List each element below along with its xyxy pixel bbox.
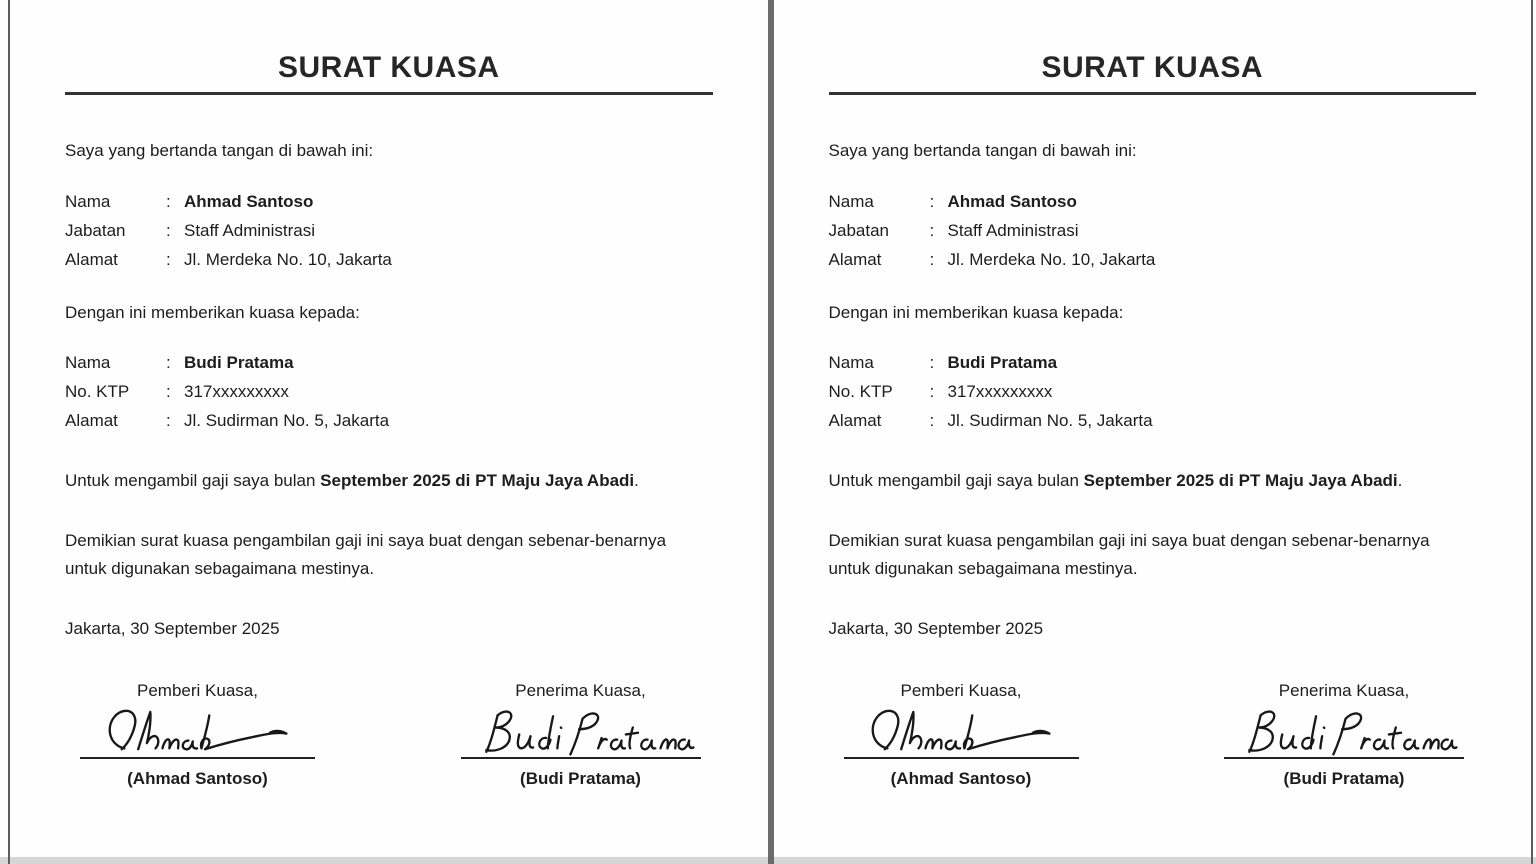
surat-kuasa-document-right (774, 0, 1532, 864)
detail-row-ktp (65, 377, 713, 406)
detail-separator: : (166, 192, 171, 211)
detail-row-nama (829, 348, 1477, 377)
signature-line (461, 757, 701, 759)
signature-block-grantee (461, 681, 701, 789)
purpose-text (829, 471, 1477, 491)
detail-value: Staff Administrasi (947, 221, 1079, 240)
signature-name: (Ahmad Santoso) (127, 769, 268, 788)
grantor-details (829, 187, 1477, 274)
closing-text (829, 527, 1477, 583)
detail-row-jabatan (829, 216, 1477, 245)
intro-text: Saya yang bertanda tangan di bawah ini: (65, 141, 374, 160)
detail-value: Budi Pratama (947, 353, 1058, 372)
signature-name: (Budi Pratama) (520, 769, 641, 788)
detail-label: Nama (65, 353, 111, 372)
detail-label: Nama (828, 192, 874, 211)
detail-separator: : (166, 411, 171, 430)
intro-text: Saya yang bertanda tangan di bawah ini: (828, 141, 1137, 160)
signature-line (1224, 757, 1464, 759)
detail-separator: : (929, 250, 935, 269)
signature-role: Penerima Kuasa, (1278, 681, 1410, 700)
signature-row (65, 681, 713, 789)
closing-line-2: untuk digunakan sebagaimana mestinya. (65, 559, 375, 578)
detail-label: No. KTP (65, 382, 130, 401)
signature-ahmad-icon (844, 705, 1079, 757)
detail-label: Nama (65, 192, 111, 211)
left-gutter (0, 0, 8, 864)
detail-value: Budi Pratama (184, 353, 294, 372)
detail-label: Jabatan (828, 221, 889, 240)
detail-row-alamat (829, 245, 1477, 274)
grantee-details (65, 348, 713, 435)
detail-value: 317xxxxxxxxx (947, 382, 1053, 401)
panel-divider (768, 0, 774, 864)
closing-line-1: Demikian surat kuasa pengambilan gaji ini saya buat dengan sebenar-benarnya (828, 531, 1430, 550)
grantee-details (829, 348, 1477, 435)
purpose-prefix: Untuk mengambil gaji saya bulan (828, 471, 1084, 490)
surat-kuasa-document-left (10, 0, 768, 864)
purpose-bold: September 2025 di PT Maju Jaya Abadi (1083, 471, 1398, 490)
grant-intro-text: Dengan ini memberikan kuasa kepada: (65, 303, 360, 322)
signature-name: (Ahmad Santoso) (890, 769, 1032, 788)
left-edge-line (8, 0, 10, 864)
signature-block-grantee (1224, 681, 1464, 789)
detail-label: Alamat (65, 250, 118, 269)
detail-row-nama (65, 187, 713, 216)
detail-label: Alamat (828, 250, 882, 269)
signature-line (844, 757, 1079, 759)
detail-label: No. KTP (828, 382, 893, 401)
detail-separator: : (929, 192, 935, 211)
title-underline (65, 92, 713, 95)
signature-block-grantor (80, 681, 315, 789)
signature-line (80, 757, 315, 759)
signature-name: (Budi Pratama) (1283, 769, 1405, 788)
detail-separator: : (929, 411, 935, 430)
detail-label: Jabatan (65, 221, 126, 240)
right-edge-line (1531, 0, 1533, 864)
detail-separator: : (166, 353, 171, 372)
detail-value: 317xxxxxxxxx (184, 382, 289, 401)
grantor-details (65, 187, 713, 274)
signature-row (829, 681, 1477, 789)
detail-value: Ahmad Santoso (947, 192, 1077, 211)
purpose-text (65, 471, 713, 491)
detail-value: Jl. Merdeka No. 10, Jakarta (947, 250, 1156, 269)
purpose-prefix: Untuk mengambil gaji saya bulan (65, 471, 321, 490)
detail-separator: : (929, 382, 935, 401)
detail-separator: : (166, 382, 171, 401)
detail-label: Alamat (65, 411, 118, 430)
detail-value: Jl. Merdeka No. 10, Jakarta (184, 250, 392, 269)
detail-row-alamat (65, 245, 713, 274)
detail-value: Jl. Sudirman No. 5, Jakarta (184, 411, 390, 430)
page-title: SURAT KUASA (277, 51, 500, 84)
signature-role: Pemberi Kuasa, (900, 681, 1022, 700)
detail-separator: : (929, 353, 935, 372)
title-underline (829, 92, 1477, 95)
page-title: SURAT KUASA (1041, 51, 1264, 84)
date-line: Jakarta, 30 September 2025 (65, 619, 280, 638)
grant-intro-text: Dengan ini memberikan kuasa kepada: (828, 303, 1124, 322)
purpose-bold: September 2025 di PT Maju Jaya Abadi (320, 471, 635, 490)
detail-value: Staff Administrasi (184, 221, 316, 240)
closing-line-1: Demikian surat kuasa pengambilan gaji ini saya buat dengan sebenar-benarnya (65, 531, 667, 550)
detail-label: Alamat (828, 411, 882, 430)
closing-line-2: untuk digunakan sebagaimana mestinya. (828, 559, 1138, 578)
detail-label: Nama (828, 353, 874, 372)
signature-ahmad-icon (80, 705, 315, 757)
signature-role: Pemberi Kuasa, (137, 681, 258, 700)
date-line: Jakarta, 30 September 2025 (828, 619, 1044, 638)
signature-block-grantor (844, 681, 1079, 789)
detail-separator: : (166, 221, 171, 240)
detail-value: Jl. Sudirman No. 5, Jakarta (947, 411, 1153, 430)
detail-separator: : (929, 221, 935, 240)
detail-row-nama (829, 187, 1477, 216)
detail-row-alamat (65, 406, 713, 435)
purpose-suffix: . (1397, 471, 1403, 490)
closing-text (65, 527, 713, 583)
detail-separator: : (166, 250, 171, 269)
detail-row-alamat (829, 406, 1477, 435)
signature-budi-pratama-icon (1224, 705, 1464, 757)
signature-budi-pratama-icon (461, 705, 701, 757)
detail-value: Ahmad Santoso (184, 192, 314, 211)
detail-row-ktp (829, 377, 1477, 406)
detail-row-jabatan (65, 216, 713, 245)
detail-row-nama (65, 348, 713, 377)
signature-role: Penerima Kuasa, (515, 681, 646, 700)
purpose-suffix: . (634, 471, 639, 490)
